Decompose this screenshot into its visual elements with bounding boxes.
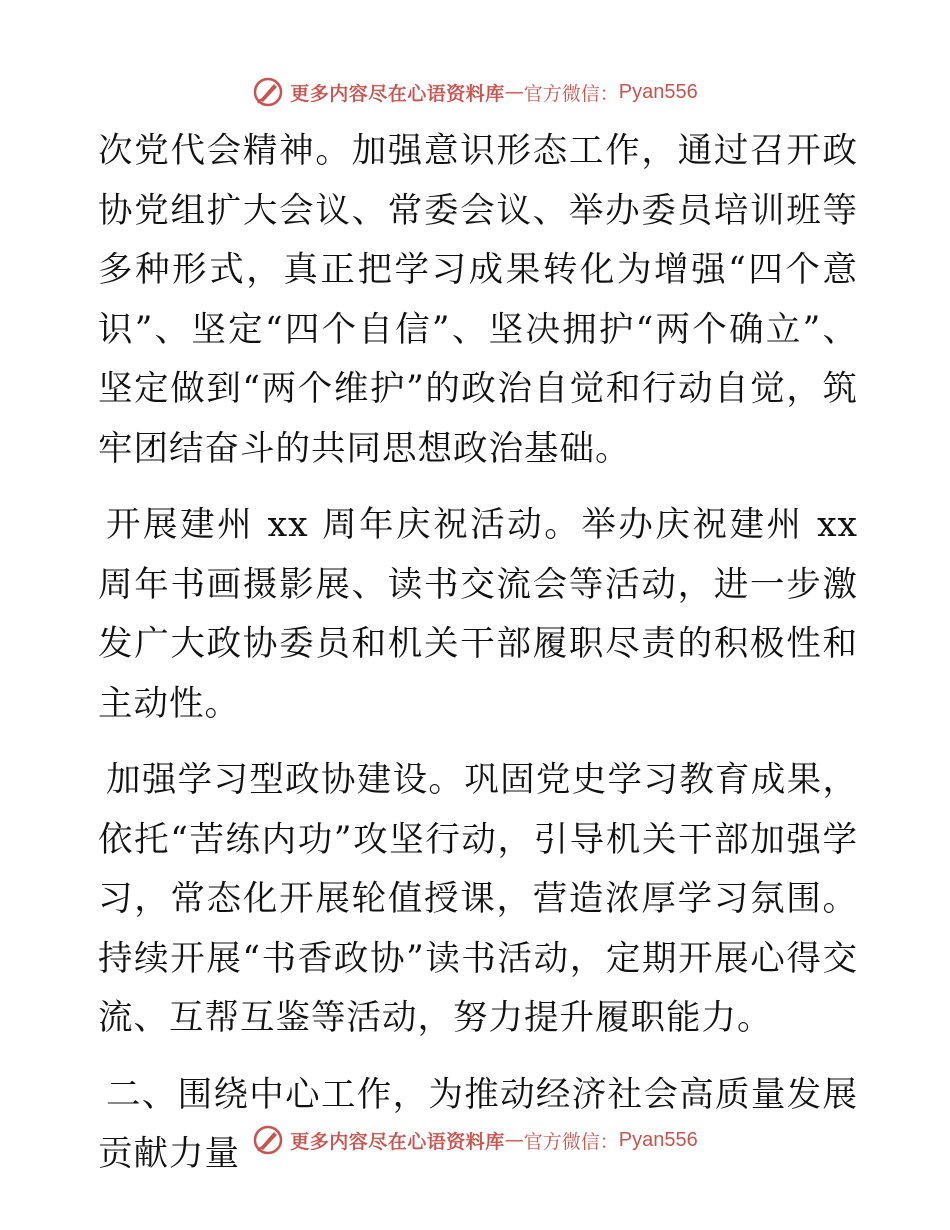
paragraph-1: 次党代会精神。加强意识形态工作，通过召开政协党组扩大会议、常委会议、举办委员培训班等多种形式，真正把学习成果转化为增强“四个意识”、坚定“四个自信”、坚决拥护“两个确立”、坚定做到“两个维护”的政治自觉和行动自觉，筑牢团结奋斗的共同思想政治基础。 xyxy=(98,131,858,469)
footer-watermark xyxy=(0,1120,950,1160)
quill-pen-logo-icon xyxy=(252,76,284,108)
quill-pen-logo-icon xyxy=(252,1124,284,1156)
watermark-official-label: 官方微信： xyxy=(523,82,619,105)
watermark-separator: — xyxy=(504,81,524,103)
paragraph-3: 加强学习型政协建设。巩固党史学习教育成果，依托“苦练内功”攻坚行动，引导机关干部加强学习，常态化开展轮值授课，营造浓厚学习氛围。持续开展“书香政协”读书活动，定期开展心得交流、互帮互鉴等活动，努力提升履职能力。 xyxy=(98,760,858,1038)
watermark-main-text: 更多内容尽在心语资料库 xyxy=(290,1130,505,1153)
section-heading: 二、围绕中心工作，为推动经济社会高质量发展贡献力量 xyxy=(98,1074,858,1174)
watermark-main-text: 更多内容尽在心语资料库 xyxy=(290,82,505,105)
watermark-official-label: 官方微信： xyxy=(523,1130,619,1153)
watermark-separator: — xyxy=(504,1129,524,1151)
watermark-wechat-id: Pyan556 xyxy=(618,1128,698,1151)
paragraph-2: 开展建州 xx 周年庆祝活动。举办庆祝建州 xx 周年书画摄影展、读书交流会等活动，进一步激发广大政协委员和机关干部履职尽责的积极性和主动性。 xyxy=(98,505,858,724)
document-body xyxy=(98,122,858,1185)
watermark-wechat-id: Pyan556 xyxy=(618,80,698,103)
header-watermark xyxy=(0,72,950,112)
